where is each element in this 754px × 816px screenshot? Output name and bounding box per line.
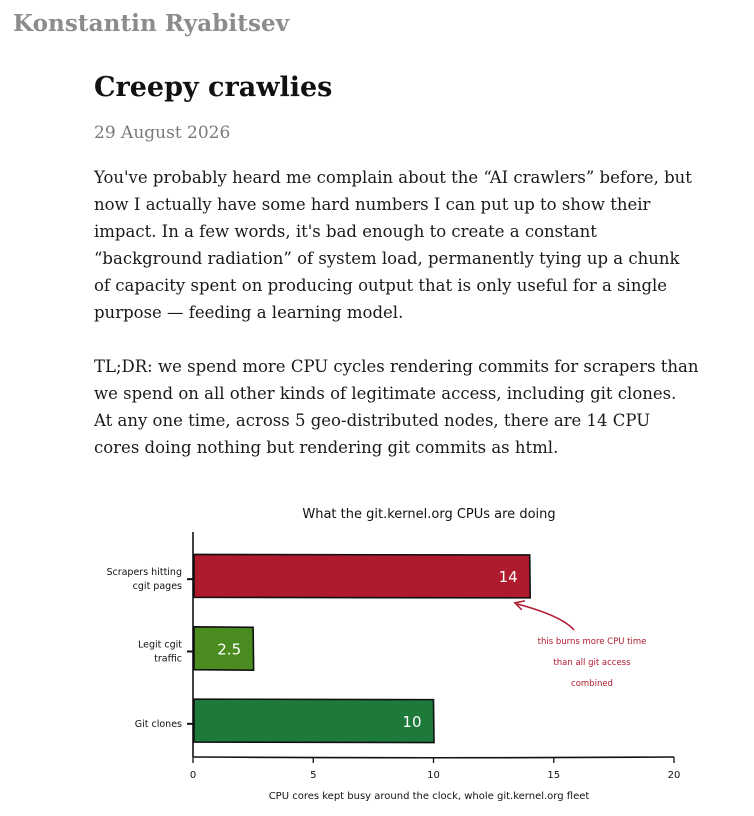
annotation-arrow (517, 604, 574, 630)
post-paragraph: You've probably heard me complain about the “AI crawlers” before, but now I actually have some hard numbers I can put up to show their impact. In a few words, it's bad enough to create a constant “background radiation” of system load, permanently tying up a chunk of capacity spent on producing output that is only useful for a single purpose — feeding a learning model. (94, 168, 692, 322)
chart-title: What the git.kernel.org CPUs are doing (302, 507, 556, 522)
annotation-text: than all git access (553, 658, 631, 668)
x-tick-label: 20 (667, 770, 681, 781)
chart (94, 494, 694, 812)
y-tick-label: traffic (154, 653, 182, 665)
post-title: Creepy crawlies (94, 72, 333, 103)
y-tick-label: cgit pages (132, 581, 182, 593)
annotation-text: this burns more CPU time (537, 637, 647, 647)
y-tick-label: Git clones (134, 718, 182, 730)
post-date: 29 August 2026 (94, 123, 231, 143)
bar-value-label: 2.5 (217, 640, 242, 659)
x-tick-label: 15 (547, 770, 561, 781)
article (94, 68, 699, 461)
bar (194, 699, 434, 742)
bar-value-label: 10 (402, 712, 422, 731)
x-tick-label: 5 (310, 770, 317, 781)
post-paragraph: TL;DR: we spend more CPU cycles rendering commits for scrapers than we spend on all other kinds of legitimate access, including git clones. At any one time, across 5 geo-distributed nodes, there are 14 CPU cores doing nothing but rendering git commits as html. (94, 357, 699, 457)
site-title[interactable]: Konstantin Ryabitsev (13, 10, 290, 37)
y-tick-label: Legit cgit (137, 639, 182, 651)
plot-area (106, 532, 680, 781)
x-tick-label: 0 (189, 770, 197, 781)
x-axis-label: CPU cores kept busy around the clock, whole git.kernel.org fleet (268, 791, 590, 802)
bar (194, 554, 530, 597)
bar-value-label: 14 (498, 568, 518, 587)
y-tick-label: Scrapers hitting (106, 567, 182, 579)
bar-chart (94, 494, 694, 812)
annotation-text: combined (571, 679, 613, 689)
x-tick-label: 10 (427, 770, 440, 781)
